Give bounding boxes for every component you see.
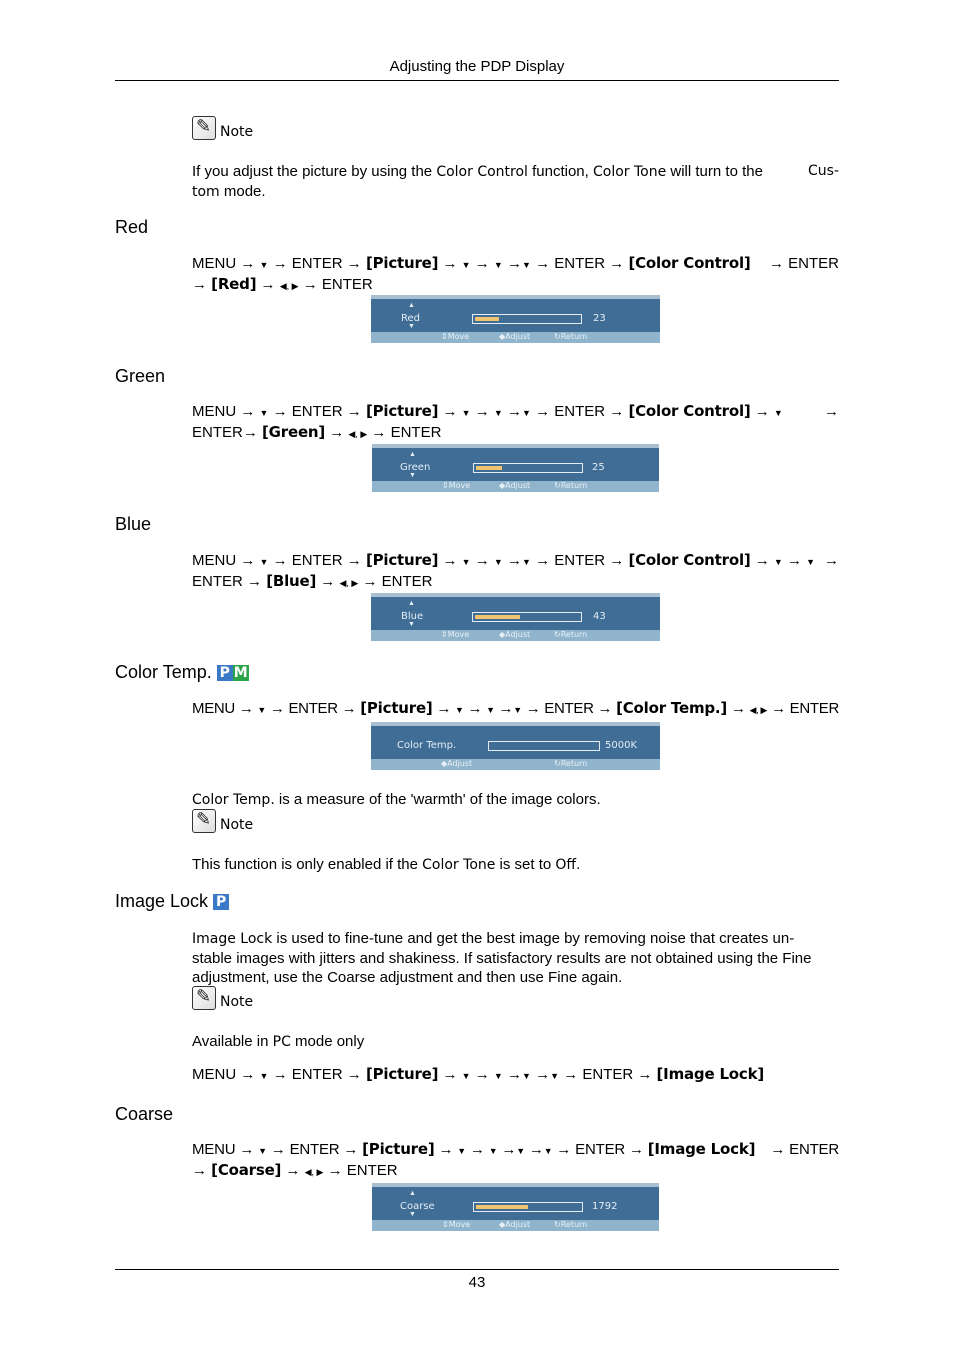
osd-bar-red bbox=[472, 314, 582, 324]
av-mode-badge-icon: M bbox=[233, 665, 248, 681]
section-title-color-temp: Color Temp. P M bbox=[115, 662, 248, 682]
section-title-green: Green bbox=[115, 366, 166, 386]
osd-red: ▲ ▼ Red 23 ⇕ Move ◆ Adjust ↻ Return bbox=[371, 295, 660, 343]
note-heading: ✎Note bbox=[192, 116, 253, 140]
osd-bar-green bbox=[473, 463, 583, 473]
red-path: MENU → ▼ → ENTER → [Picture] → ▼ → ▼ →▼ → ENTER → [Color Control] → ENTER → [Red] → ◀, ▶ → ENTER bbox=[192, 254, 839, 293]
color-temp-desc: Color Temp. is a measure of the 'warmth' of the image colors. bbox=[192, 791, 601, 808]
green-path: MENU → ▼ → ENTER → [Picture] → ▼ → ▼ →▼ → ENTER → [Color Control] → ▼ → ENTER→ [Green] → ◀, ▶ → ENTER bbox=[192, 402, 839, 441]
note-icon bbox=[192, 116, 216, 140]
color-temp-note-heading: ✎Note bbox=[192, 809, 253, 833]
image-lock-note-text: Available in PC mode only bbox=[192, 1033, 365, 1050]
page-number: 43 bbox=[468, 1274, 486, 1291]
pc-mode-badge-icon: P bbox=[213, 894, 229, 910]
section-title-blue: Blue bbox=[115, 514, 152, 534]
section-title-coarse: Coarse bbox=[115, 1104, 174, 1124]
osd-color-temp: Color Temp. 5000K ◆ Adjust ↻ Return bbox=[371, 722, 660, 770]
osd-fill bbox=[475, 317, 499, 321]
image-lock-path: MENU → ▼ → ENTER → [Picture] → ▼ → ▼ →▼ →▼ → ENTER → [Image Lock] bbox=[192, 1065, 765, 1083]
note-text: If you adjust the picture by using the Color Control function, Color Tone will turn to the Cus- tom mode. bbox=[192, 163, 839, 200]
note-icon bbox=[192, 986, 216, 1010]
section-title-image-lock: Image Lock P bbox=[115, 891, 229, 912]
color-temp-note-text: This function is only enabled if the Color Tone is set to Off. bbox=[192, 856, 581, 873]
footer-rule bbox=[115, 1269, 839, 1270]
osd-fill bbox=[476, 1205, 528, 1209]
header-rule bbox=[115, 80, 839, 81]
pc-mode-badge-icon: P bbox=[217, 665, 233, 681]
color-temp-path: MENU → ▼ → ENTER → [Picture] → ▼ → ▼ →▼ → ENTER → [Color Temp.] → ◀, ▶ → ENTER bbox=[192, 699, 839, 717]
image-lock-note-heading: ✎Note bbox=[192, 986, 253, 1010]
osd-coarse: ▲ ▼ Coarse 1792 ⇕ Move ◆ Adjust ↻ Return bbox=[372, 1183, 659, 1231]
image-lock-desc: Image Lock is used to fine-tune and get the best image by removing noise that creates un- stable images with jitters and shakiness. If satisfactory results are not obtained using the Fine adjustment, use the Coarse adjustment and then use Fine again. bbox=[192, 930, 812, 986]
osd-blue: ▲ ▼ Blue 43 ⇕ Move ◆ Adjust ↻ Return bbox=[371, 593, 660, 641]
section-title-red: Red bbox=[115, 217, 149, 237]
blue-path: MENU → ▼ → ENTER → [Picture] → ▼ → ▼ →▼ → ENTER → [Color Control] → ▼ → ▼ → ENTER → [Blue] → ◀, ▶ → ENTER bbox=[192, 551, 839, 590]
page-header: Adjusting the PDP Display bbox=[389, 58, 565, 75]
coarse-path: MENU → ▼ → ENTER → [Picture] → ▼ → ▼ →▼ →▼ → ENTER → [Image Lock] → ENTER → [Coarse] → ◀, ▶ → ENTER bbox=[192, 1140, 839, 1179]
osd-bar-color-temp bbox=[488, 741, 600, 751]
osd-fill bbox=[476, 466, 502, 470]
osd-bar-blue bbox=[472, 612, 582, 622]
osd-bar-coarse bbox=[473, 1202, 583, 1212]
osd-fill bbox=[475, 615, 520, 619]
note-icon bbox=[192, 809, 216, 833]
osd-green: ▲ ▼ Green 25 ⇕ Move ◆ Adjust ↻ Return bbox=[372, 444, 659, 492]
